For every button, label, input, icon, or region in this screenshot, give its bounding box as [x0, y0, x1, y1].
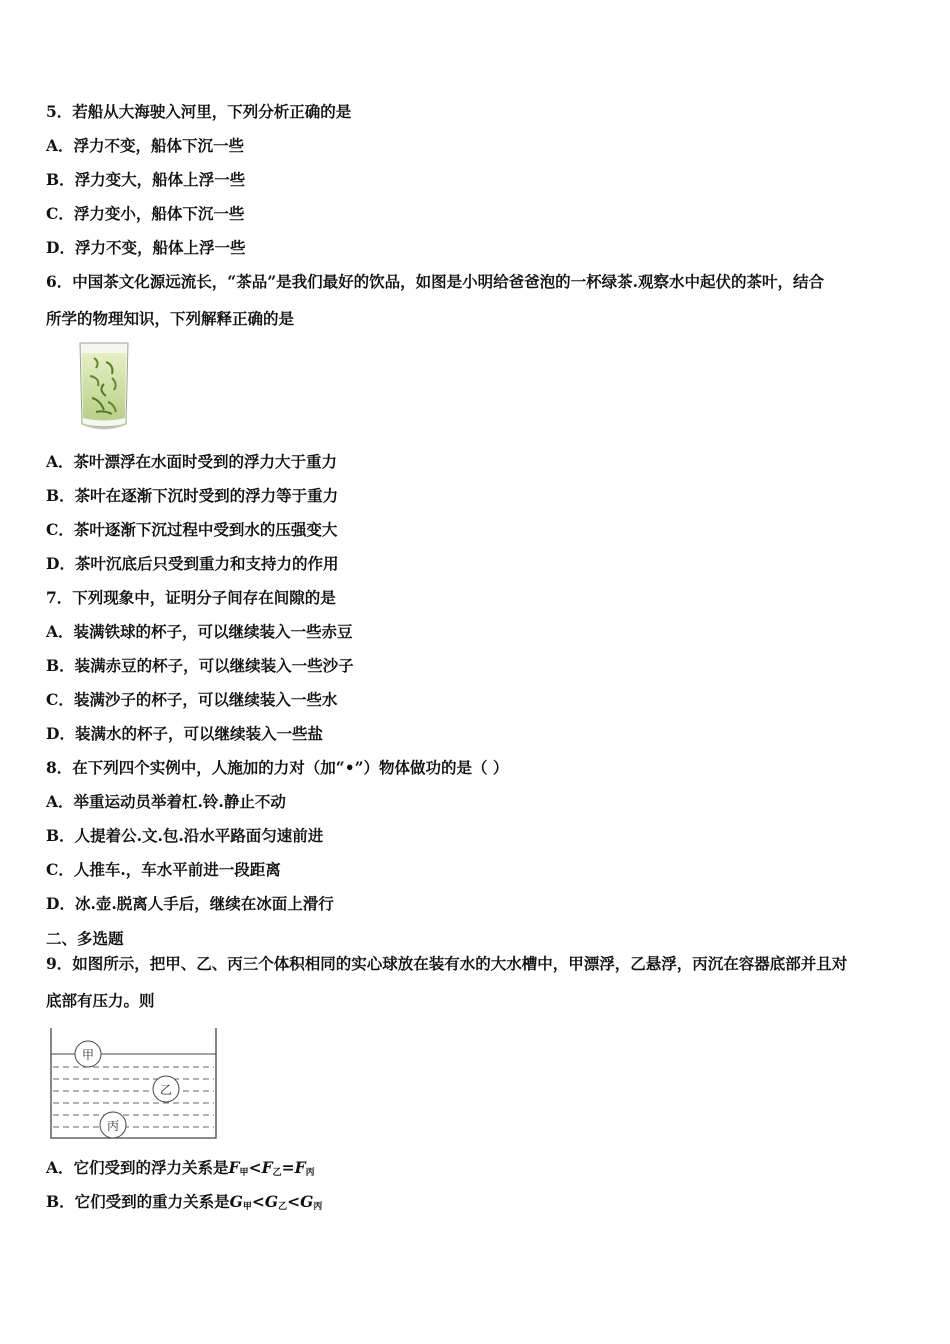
- green-tea-glass-image: [74, 340, 134, 434]
- q6-option-a: A．茶叶漂浮在水面时受到的浮力大于重力: [46, 452, 338, 471]
- ball-bing-label: 丙: [106, 1119, 120, 1133]
- symbol-g: G: [300, 1192, 314, 1211]
- subscript-jia: 甲: [239, 1168, 249, 1178]
- q6-option-d: D．茶叶沉底后只受到重力和支持力的作用: [46, 554, 339, 573]
- q6-stem-line2: 所学的物理知识，下列解释正确的是: [46, 309, 295, 328]
- q6-option-c: C．茶叶逐渐下沉过程中受到水的压强变大: [46, 520, 338, 539]
- symbol-f: F: [294, 1158, 306, 1177]
- section-heading: 二、多选题: [46, 929, 124, 948]
- q7-option-a: A．装满铁球的杯子，可以继续装入一些赤豆: [46, 622, 353, 641]
- operator-less: <: [248, 1158, 262, 1177]
- q9-option-a-text: A．它们受到的浮力关系是: [46, 1158, 229, 1177]
- q7-option-d: D．装满水的杯子，可以继续装入一些盐: [46, 724, 323, 743]
- subscript-yi: 乙: [272, 1168, 282, 1178]
- q9-option-b-text: B．它们受到的重力关系是: [46, 1192, 230, 1211]
- q5-option-d: D．浮力不变，船体上浮一些: [46, 238, 246, 257]
- q9-stem-line2: 底部有压力。则: [46, 991, 155, 1010]
- q8-option-a: A．举重运动员举着杠.铃.静止不动: [46, 792, 286, 811]
- subscript-bing: 丙: [305, 1168, 315, 1178]
- q8-stem: 8．在下列四个实例中，人施加的力对（加“•”）物体做功的是（ ）: [46, 758, 509, 777]
- operator-less: <: [287, 1192, 301, 1211]
- subscript-yi: 乙: [278, 1202, 288, 1212]
- q6-stem-line1: 6．中国茶文化源远流长，“茶品”是我们最好的饮品，如图是小明给爸爸泡的一杯绿茶.观察水中起伏的茶叶，结合: [46, 272, 825, 291]
- q5-option-b: B．浮力变大，船体上浮一些: [46, 170, 246, 189]
- symbol-f: F: [228, 1158, 240, 1177]
- ball-yi-label: 乙: [159, 1083, 173, 1097]
- q9-stem-line1: 9．如图所示，把甲、乙、丙三个体积相同的实心球放在装有水的大水槽中，甲漂浮，乙悬浮，丙沉在容器底部并且对: [46, 954, 848, 973]
- q7-stem: 7．下列现象中，证明分子间存在间隙的是: [46, 588, 336, 607]
- q5-option-c: C．浮力变小，船体下沉一些: [46, 204, 245, 223]
- q5-option-a: A．浮力不变，船体下沉一些: [46, 136, 245, 155]
- q8-option-c: C．人推车.，车水平前进一段距离: [46, 860, 281, 879]
- q9-option-b: [46, 1192, 910, 1217]
- water-tank-diagram: [48, 1026, 220, 1142]
- q9-option-a: [46, 1158, 910, 1183]
- subscript-bing: 丙: [313, 1202, 323, 1212]
- q7-option-c: C．装满沙子的杯子，可以继续装入一些水: [46, 690, 338, 709]
- ball-jia-label: 甲: [81, 1048, 95, 1062]
- q5-stem: 5．若船从大海驶入河里，下列分析正确的是: [46, 102, 352, 121]
- q7-option-b: B．装满赤豆的杯子，可以继续装入一些沙子: [46, 656, 354, 675]
- symbol-f: F: [261, 1158, 273, 1177]
- operator-equal: =: [281, 1158, 295, 1177]
- operator-less: <: [251, 1192, 265, 1211]
- subscript-jia: 甲: [242, 1202, 252, 1212]
- symbol-g: G: [264, 1192, 279, 1211]
- q8-option-b: B．人提着公.文.包.沿水平路面匀速前进: [46, 826, 324, 845]
- symbol-g: G: [229, 1192, 243, 1211]
- q6-option-b: B．茶叶在逐渐下沉时受到的浮力等于重力: [46, 486, 339, 505]
- q8-option-d: D．冰.壶.脱离人手后，继续在冰面上滑行: [46, 894, 334, 913]
